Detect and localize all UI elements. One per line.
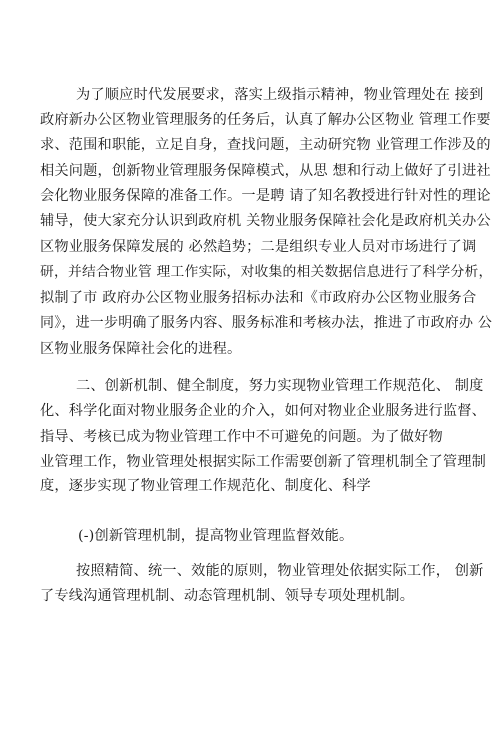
paragraph-2-line-4: 业管理工作，物业管理处根据实际工作需要创新了管理机制全了管理制 bbox=[40, 454, 487, 470]
paragraph-1-line-2: 政府新办公区物业管理服务的任务后，认真了解办公区物业 管理工作要 bbox=[40, 112, 491, 128]
paragraph-1-line-11: 区物业服务保障社会化的进程。 bbox=[40, 341, 242, 357]
paragraph-2-line-2: 化、科学化面对物业服务企业的介入，如何对物业企业服务进行监督、 bbox=[40, 403, 487, 419]
paragraph-1-line-7: 区物业服务保障发展的 必然趋势；二是组织专业人员对市场进行了调 bbox=[40, 239, 477, 255]
paragraph-2-line-1: 二、创新机制、健全制度，努力实现物业管理工作规范化、 制度 bbox=[76, 378, 484, 394]
paragraph-1-line-8: 研，并结合物业管 理工作实际，对收集的相关数据信息进行了科学分析， bbox=[40, 264, 493, 280]
paragraph-2-line-5: 度，逐步实现了物业管理工作规范化、制度化、科学 bbox=[40, 478, 371, 494]
paragraph-1-line-5: 会化物业服务保障的准备工作。一是聘 请了知名教授进行针对性的理论 bbox=[40, 188, 491, 204]
paragraph-1-line-1: 为了顺应时代发展要求，落实上级指示精神，物业管理处在 接到 bbox=[76, 87, 484, 103]
paragraph-1-line-6: 辅导，使大家充分认识到政府机 关物业服务保障社会化是政府机关办公 bbox=[40, 213, 491, 229]
paragraph-2-line-3: 指导、考核已成为物业管理工作中不可避免的问题。为了做好物 bbox=[40, 429, 443, 445]
paragraph-1-line-4: 相关问题，创新物业管理服务保障模式，从思 想和行动上做好了引进社 bbox=[40, 163, 491, 179]
paragraph-1-line-3: 求、范围和职能，立足自身，查找问题，主动研究物 业管理工作涉及的 bbox=[40, 137, 491, 153]
paragraph-1-line-9: 拟制了市 政府办公区物业服务招标办法和《市政府办公区物业服务合 bbox=[40, 290, 477, 306]
subheading: (-)创新管理机制，提高物业管理监督效能。 bbox=[78, 528, 354, 544]
paragraph-3-line-2: 了专线沟通管理机制、动态管理机制、领导专项处理机制。 bbox=[40, 588, 415, 604]
paragraph-1-line-10: 同》，进一步明确了服务内容、服务标准和考核办法，推进了市政府办 公 bbox=[40, 315, 493, 331]
paragraph-3-line-1: 按照精简、统一、效能的原则，物业管理处依据实际工作， 创新 bbox=[76, 563, 484, 579]
